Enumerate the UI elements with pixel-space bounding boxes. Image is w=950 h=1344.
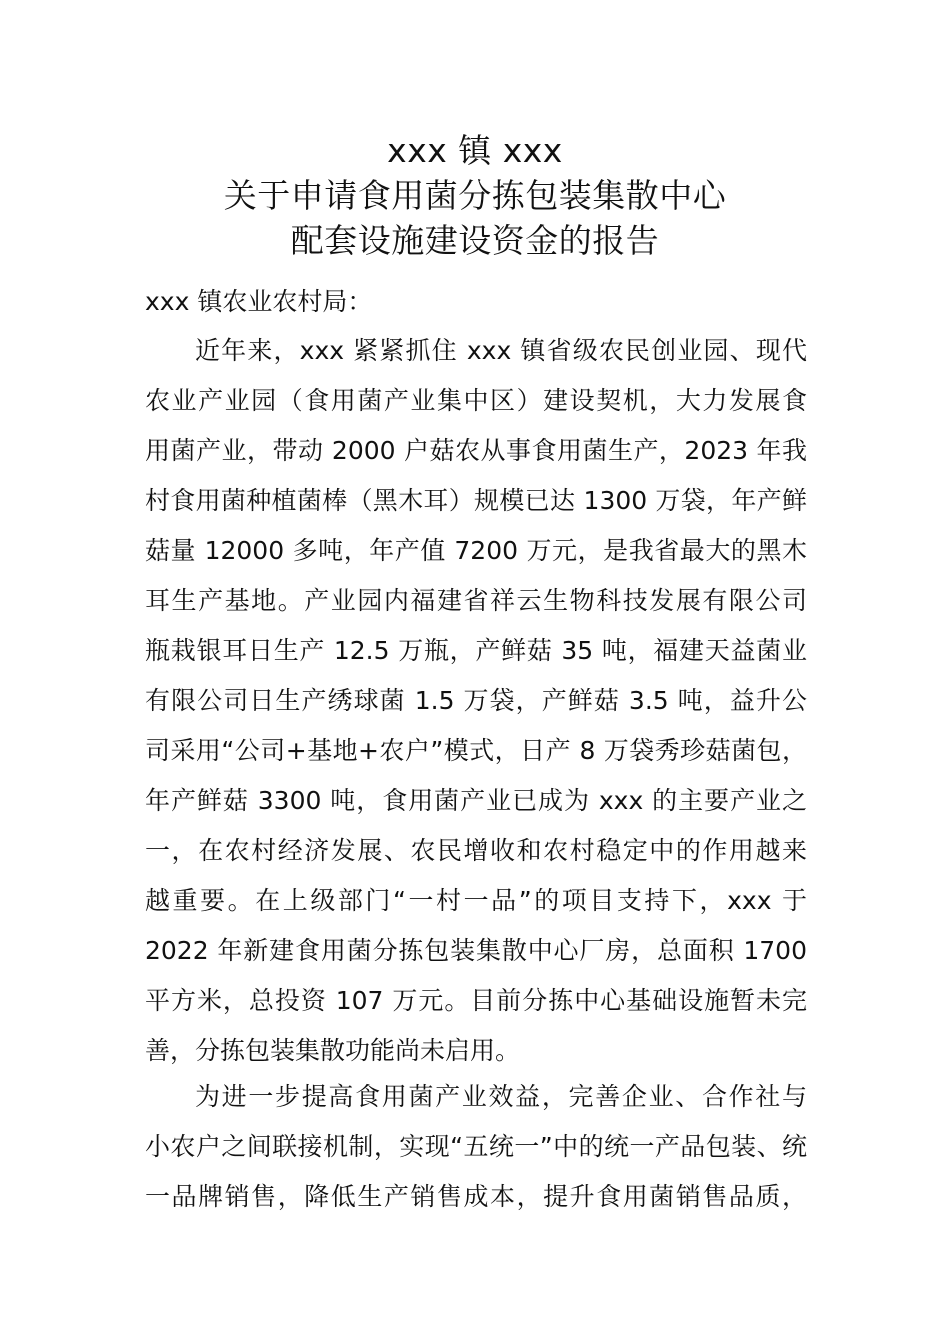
paragraph-line: 农业产业园（食用菌产业集中区）建设契机，大力发展食 <box>145 386 807 415</box>
paragraph-line: 越重要。在上级部门“一村一品”的项目支持下，xxx 于 <box>145 886 807 915</box>
paragraph-line: 一，在农村经济发展、农民增收和农村稳定中的作用越来 <box>145 836 807 865</box>
salutation: xxx 镇农业农村局： <box>145 287 373 316</box>
report-title <box>0 128 950 263</box>
paragraph-line: 菇量 12000 多吨，年产值 7200 万元，是我省最大的黑木 <box>145 536 807 565</box>
paragraph-1 <box>145 326 807 1076</box>
paragraph-line: 用菌产业，带动 2000 户菇农从事食用菌生产，2023 年我 <box>145 436 807 465</box>
paragraph-line: 一品牌销售，降低生产销售成本，提升食用菌销售品质， <box>145 1182 807 1211</box>
paragraph-line: 耳生产基地。产业园内福建省祥云生物科技发展有限公司 <box>145 586 807 615</box>
paragraph-line: 瓶栽银耳日生产 12.5 万瓶，产鲜菇 35 吨，福建天益菌业 <box>145 636 807 665</box>
paragraph-line: 司采用“公司+基地+农户”模式，日产 8 万袋秀珍菇菌包， <box>145 736 807 765</box>
paragraph-line: 平方米，总投资 107 万元。目前分拣中心基础设施暂未完 <box>145 986 807 1015</box>
paragraph-line: 为进一步提高食用菌产业效益，完善企业、合作社与 <box>195 1082 807 1111</box>
title-line-3: 配套设施建设资金的报告 <box>290 221 660 260</box>
paragraph-line: 善，分拣包装集散功能尚未启用。 <box>145 1036 521 1065</box>
paragraph-line: 有限公司日生产绣球菌 1.5 万袋，产鲜菇 3.5 吨，益升公 <box>145 686 807 715</box>
title-line-2: 关于申请食用菌分拣包装集散中心 <box>223 176 727 215</box>
title-line-1: xxx 镇 xxx <box>387 131 563 170</box>
paragraph-2 <box>145 1072 807 1222</box>
paragraph-line: 年产鲜菇 3300 吨，食用菌产业已成为 xxx 的主要产业之 <box>145 786 807 815</box>
paragraph-line: 小农户之间联接机制，实现“五统一”中的统一产品包装、统 <box>145 1132 807 1161</box>
paragraph-line: 2022 年新建食用菌分拣包装集散中心厂房，总面积 1700 <box>145 936 807 965</box>
paragraph-line: 近年来，xxx 紧紧抓住 xxx 镇省级农民创业园、现代 <box>195 336 807 365</box>
paragraph-line: 村食用菌种植菌棒（黑木耳）规模已达 1300 万袋，年产鲜 <box>145 486 807 515</box>
